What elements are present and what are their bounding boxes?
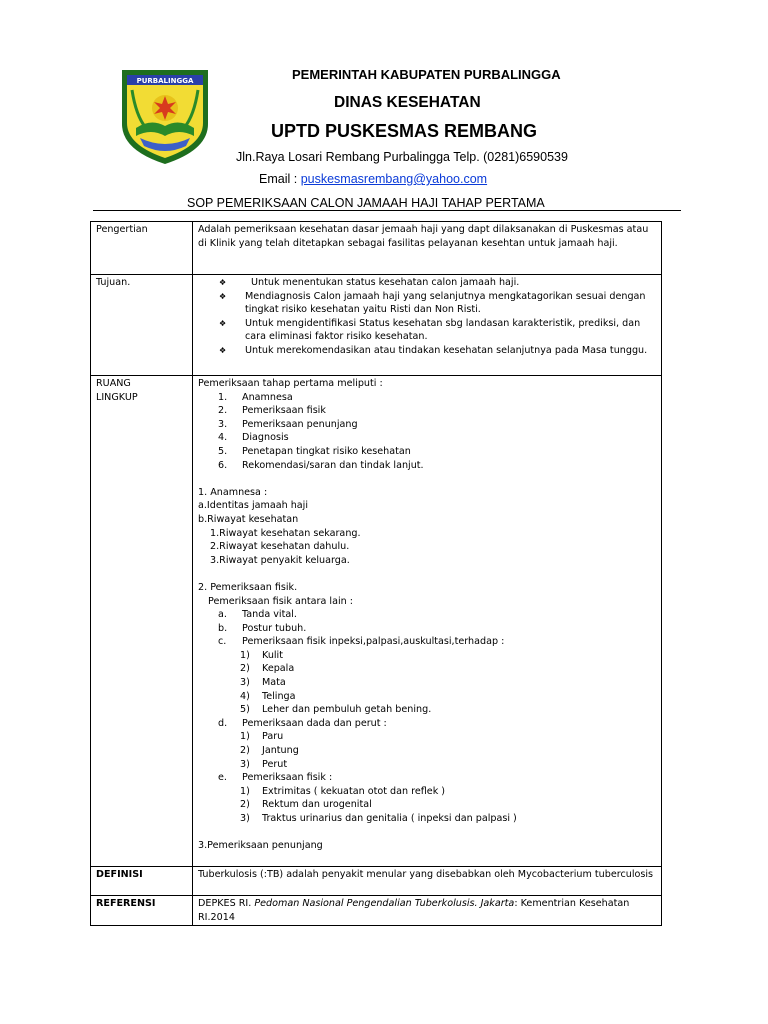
item-number: 4): [240, 690, 250, 702]
department-heading: DINAS KESEHATAN: [334, 94, 481, 111]
item-text: Extrimitas ( kekuatan otot dan reflek ): [262, 785, 446, 797]
logo-banner-text: PURBALINGGA: [136, 77, 194, 85]
ruang-lingkup-content: [193, 376, 662, 867]
item-text: Postur tubuh.: [242, 622, 307, 634]
item-letter: c.: [218, 636, 227, 648]
item-letter: a.: [218, 609, 227, 621]
email-line: [259, 172, 768, 186]
referensi-text: [193, 896, 662, 926]
address-line: Jln.Raya Losari Rembang Purbalingga Telp. (0281)6590539: [236, 150, 568, 164]
item-text: Kepala: [262, 663, 295, 675]
item-number: 1): [240, 731, 250, 743]
spacer: [198, 567, 657, 581]
label-line: LINGKUP: [96, 391, 138, 403]
list-item: [198, 690, 657, 704]
row-definisi: [91, 867, 662, 896]
fisik-intro: Pemeriksaan fisik antara lain :: [208, 595, 354, 607]
item-number: 3): [240, 677, 250, 689]
anamnesa-item-b: b.Riwayat kesehatan: [198, 513, 299, 525]
label-referensi: REFERENSI: [91, 896, 193, 926]
anamnesa-item-a: a.Identitas jamaah haji: [198, 500, 309, 512]
unit-heading: UPTD PUSKESMAS REMBANG: [271, 121, 538, 141]
list-item: [198, 717, 657, 731]
diamond-bullet-icon: ❖: [219, 318, 227, 328]
step-number: 5.: [218, 445, 228, 457]
step-number: 2.: [218, 405, 228, 417]
item-number: 2): [240, 663, 250, 675]
list-item: [198, 608, 657, 622]
item-text: Perut: [262, 758, 288, 770]
step-number: 3.: [218, 418, 228, 430]
anamnesa-title: 1. Anamnesa :: [198, 486, 268, 498]
list-item: [198, 812, 657, 826]
diamond-bullet-icon: ❖: [219, 291, 227, 301]
step-text: Pemeriksaan fisik: [242, 405, 326, 417]
item-letter: d.: [218, 717, 228, 729]
item-number: 5): [240, 704, 250, 716]
label-definisi: DEFINISI: [91, 867, 193, 896]
list-item: [198, 798, 657, 812]
list-item: [198, 771, 657, 785]
email-label: Email :: [259, 172, 301, 186]
item-text: Jantung: [262, 745, 299, 757]
item-number: 1): [240, 649, 250, 661]
referensi-author: DEPKES RI.: [198, 898, 255, 909]
definisi-text: Tuberkulosis (:TB) adalah penyakit menular yang disebabkan oleh Mycobacterium tuberculosis: [193, 867, 662, 896]
diamond-bullet-icon: ❖: [219, 345, 227, 355]
tujuan-item: Untuk menentukan status kesehatan calon jamaah haji.: [251, 277, 520, 288]
spacer: [198, 472, 657, 486]
item-text: Pemeriksaan fisik inpeksi,palpasi,auskultasi,terhadap :: [242, 636, 505, 648]
step-text: Diagnosis: [242, 432, 289, 444]
item-text: Pemeriksaan fisik :: [242, 772, 333, 784]
list-item: [198, 290, 657, 317]
tujuan-list: [193, 275, 662, 376]
tujuan-item: Mendiagnosis Calon jamaah haji yang selanjutnya mengkatagorikan sesuai dengan tingkat risiko kesehatan yaitu Risti dan Non Risti.: [245, 290, 646, 316]
diamond-bullet-icon: ❖: [219, 278, 227, 287]
item-text: Tanda vital.: [242, 609, 297, 621]
item-letter: e.: [218, 772, 227, 784]
pengertian-text: Adalah pemeriksaan kesehatan dasar jemaah haji yang dapt dilaksanakan di Puskesmas atau di Klinik yang telah ditetapkan sebagai fasilitas pelayanan kesehtan untuk jamaah haji.: [193, 222, 662, 275]
list-item: [198, 703, 657, 717]
list-item: [198, 730, 657, 744]
header-divider: [93, 210, 681, 211]
label-ruang-lingkup: [91, 376, 193, 867]
label-pengertian: Pengertian: [91, 222, 193, 275]
list-item: [198, 431, 657, 445]
tujuan-item: Untuk merekomendasikan atau tindakan kesehatan selanjutnya pada Masa tunggu.: [245, 344, 648, 356]
tujuan-item: Untuk mengidentifikasi Status kesehatan sbg landasan karakteristik, prediksi, dan cara eliminasi faktor risiko kesehatan.: [245, 317, 641, 343]
row-ruang-lingkup: [91, 376, 662, 867]
list-item: [198, 404, 657, 418]
purbalingga-emblem-logo: [116, 66, 214, 166]
list-item: [198, 676, 657, 690]
item-letter: b.: [218, 622, 228, 634]
item-text: Telinga: [262, 690, 296, 702]
penunjang-title: 3.Pemeriksaan penunjang: [198, 840, 323, 852]
row-pengertian: [91, 222, 662, 275]
ruang-intro: Pemeriksaan tahap pertama meliputi :: [198, 378, 383, 389]
riwayat-item: 3.Riwayat penyakit keluarga.: [210, 554, 350, 566]
fisik-title: 2. Pemeriksaan fisik.: [198, 581, 298, 593]
list-item: [198, 744, 657, 758]
label-line: RUANG: [96, 378, 131, 389]
list-item: [198, 785, 657, 799]
list-item: [198, 649, 657, 663]
list-item: [198, 445, 657, 459]
riwayat-item: 1.Riwayat kesehatan sekarang.: [210, 527, 361, 539]
spacer: [198, 826, 657, 840]
item-text: Leher dan pembuluh getah bening.: [262, 704, 432, 716]
riwayat-item: 2.Riwayat kesehatan dahulu.: [210, 541, 350, 553]
list-item: [198, 276, 657, 290]
item-number: 3): [240, 813, 250, 824]
item-number: 3): [240, 758, 250, 770]
label-tujuan: Tujuan.: [91, 275, 193, 376]
step-text: Rekomendasi/saran dan tindak lanjut.: [242, 459, 424, 471]
government-heading: PEMERINTAH KABUPATEN PURBALINGGA: [292, 67, 561, 82]
sop-title: SOP PEMERIKSAAN CALON JAMAAH HAJI TAHAP PERTAMA: [187, 196, 545, 210]
list-item: [198, 317, 657, 344]
row-referensi: [91, 896, 662, 926]
step-number: 1.: [218, 391, 228, 403]
email-link[interactable]: puskesmasrembang@yahoo.com: [300, 172, 488, 186]
list-item: [198, 418, 657, 432]
item-number: 1): [240, 785, 250, 797]
item-text: Paru: [262, 731, 284, 743]
list-item: [198, 391, 657, 405]
row-tujuan: [91, 275, 662, 376]
list-item: [198, 635, 657, 649]
step-text: Pemeriksaan penunjang: [242, 418, 358, 430]
referensi-title: Pedoman Nasional Pengendalian Tuberkolusis. Jakarta: [254, 898, 515, 909]
step-text: Penetapan tingkat risiko kesehatan: [242, 445, 411, 457]
item-number: 2): [240, 745, 250, 757]
referensi-publisher: : Kementrian Kesehatan RI.2014: [198, 898, 630, 923]
list-item: [198, 662, 657, 676]
item-number: 2): [240, 799, 250, 811]
list-item: [198, 459, 657, 473]
item-text: Pemeriksaan dada dan perut :: [242, 717, 387, 729]
item-text: Traktus urinarius dan genitalia ( inpeksi dan palpasi ): [262, 813, 517, 824]
list-item: [198, 344, 657, 358]
step-number: 6.: [218, 459, 228, 471]
item-text: Rektum dan urogenital: [262, 799, 372, 811]
sop-table: [90, 221, 662, 926]
list-item: [198, 758, 657, 772]
step-number: 4.: [218, 432, 228, 444]
item-text: Kulit: [262, 649, 283, 661]
list-item: [198, 622, 657, 636]
item-text: Mata: [262, 677, 286, 689]
step-text: Anamnesa: [242, 391, 293, 403]
